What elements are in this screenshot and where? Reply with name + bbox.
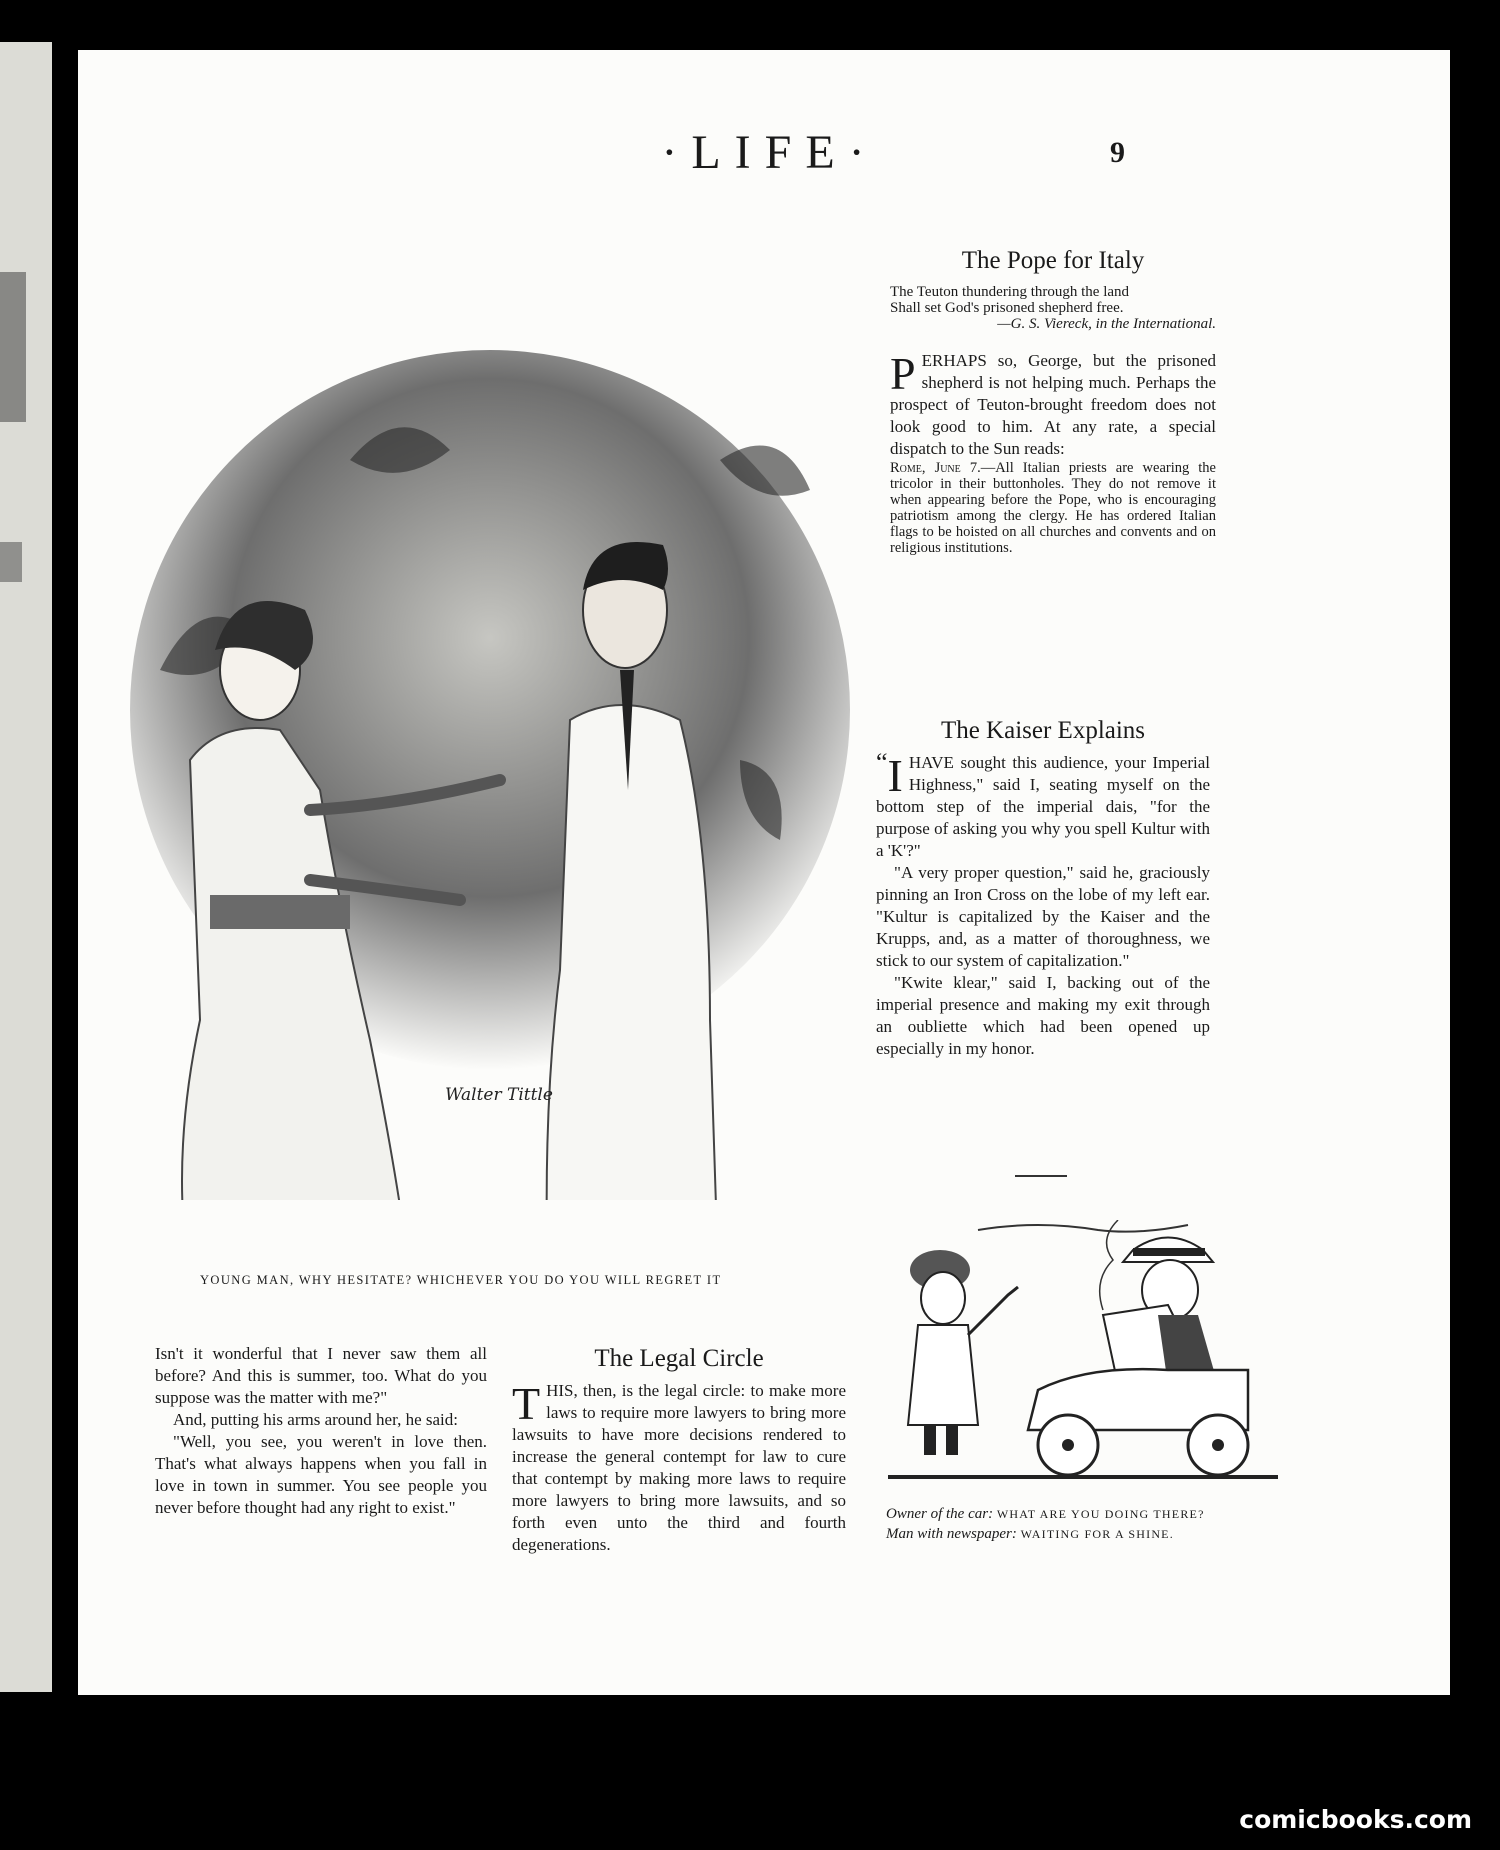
kaiser-article <box>876 717 1210 1060</box>
story-para: "Well, you see, you weren't in love then. That's what always happens when you fall in love in town in summer. You see people you never before thought had any right to exist." <box>155 1432 487 1517</box>
speaker-label: Man with newspaper: <box>886 1526 1017 1542</box>
verse-line: The Teuton thundering through the land <box>890 284 1130 300</box>
masthead-title: ·LIFE· <box>661 126 879 179</box>
artist-signature: Walter Tittle <box>445 1085 553 1105</box>
story-para: And, putting his arms around her, he said: <box>173 1410 458 1429</box>
pope-dispatch: Rome, June 7.—All Italian priests are wearing the tricolor in their buttonholes. They do not remove it when appearing before the Pope, who is encouraging patriotism among the clergy. He has ordered Italian flags to be hoisted on all churches and convents and on religious institutions. <box>890 460 1216 556</box>
facing-page-edge <box>0 42 52 1692</box>
legal-article <box>512 1345 846 1556</box>
pope-body: PERHAPS so, George, but the prisoned shepherd is not helping much. Perhaps the prospect of Teuton-brought freedom does not look good to him. At any rate, a special dispatch to the Sun reads: <box>890 348 1216 458</box>
legal-body: THIS, then, is the legal circle: to make more laws to require more lawyers to bring more lawsuits to have more decisions rendered to increase the general contempt for law to cure that contempt by making more laws to require more lawyers to bring more lawsuits, and so forth even unto the third and fourth degenerations. <box>512 1378 846 1554</box>
story-para: Isn't it wonderful that I never saw them all before? And this is summer, too. What do you suppose was the matter with me?" <box>155 1344 487 1407</box>
pope-article <box>890 247 1216 556</box>
dropcap: T <box>512 1378 541 1429</box>
verse-line: Shall set God's prisoned shepherd free. <box>890 300 1124 316</box>
page-number: 9 <box>1110 136 1125 169</box>
dropcap: I <box>887 750 903 801</box>
pope-verse <box>890 284 1216 332</box>
watermark: comicbooks.com <box>1239 1805 1472 1834</box>
kaiser-para: "A very proper question," said he, graciously pinning an Iron Cross on the lobe of my left ear. "Kultur is capitalized by the Kaiser and the Krupps, and, as a matter of thoroughness, we stick to our system of capitalization." <box>876 863 1210 970</box>
illustration-caption: YOUNG MAN, WHY HESITATE? WHICHEVER YOU DO YOU WILL REGRET IT <box>200 1273 722 1287</box>
kaiser-title: The Kaiser Explains <box>940 717 1146 744</box>
kaiser-para: "Kwite klear," said I, backing out of the imperial presence and making my exit through an oubliette which had been opened up especially in my honor. <box>876 973 1210 1058</box>
speaker-line: WHAT ARE YOU DOING THERE? <box>996 1507 1205 1521</box>
kaiser-para: “ I HAVE sought this audience, your Imperial Highness," said I, seating myself on the bottom step of the imperial dais, "for the purpose of asking you why you spell Kultur with a 'K'?" <box>876 748 1210 860</box>
continued-story <box>155 1343 487 1519</box>
section-divider <box>1015 1175 1067 1177</box>
legal-title: The Legal Circle <box>594 1345 764 1372</box>
dropcap: P <box>890 348 916 399</box>
speaker-label: Owner of the car: <box>886 1506 994 1522</box>
pope-title: The Pope for Italy <box>961 247 1145 274</box>
cartoon-car <box>888 1220 1278 1480</box>
cartoon-caption <box>872 1504 1208 1544</box>
verse-attribution: —G. S. Viereck, in the International. <box>997 316 1216 332</box>
speaker-line: WAITING FOR A SHINE. <box>1020 1527 1174 1541</box>
illustration-couple <box>100 340 860 1200</box>
